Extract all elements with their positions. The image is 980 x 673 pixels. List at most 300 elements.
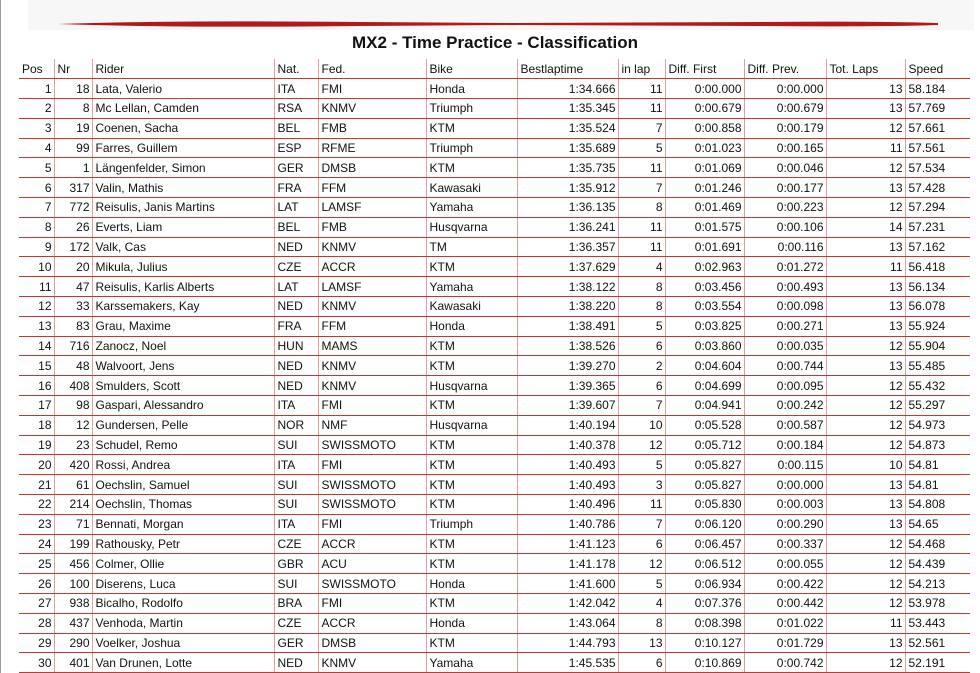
pos-cell: 7 <box>19 198 54 218</box>
rider-cell: Walvoort, Jens <box>92 356 274 376</box>
classification-table <box>19 59 970 673</box>
tot-laps-cell: 13 <box>826 316 905 336</box>
table-row <box>19 336 970 356</box>
speed-cell: 55.904 <box>905 336 970 356</box>
nr-cell: 48 <box>54 356 92 376</box>
column-header-rider[interactable]: Rider <box>92 59 274 79</box>
fed-cell: FMB <box>318 217 426 237</box>
speed-cell: 56.134 <box>905 277 970 297</box>
bike-cell: KTM <box>426 257 517 277</box>
tot-laps-cell: 13 <box>826 514 905 534</box>
diff-first-cell: 0:04.941 <box>665 396 744 416</box>
bike-cell: Husqvarna <box>426 217 517 237</box>
bestlaptime-cell: 1:34.666 <box>517 79 618 99</box>
bestlaptime-cell: 1:41.600 <box>517 574 618 594</box>
bike-cell: KTM <box>426 534 517 554</box>
table-row <box>19 237 970 257</box>
tot-laps-cell: 12 <box>826 336 905 356</box>
fed-cell: SWISSMOTO <box>318 495 426 515</box>
fed-cell: KNMV <box>318 237 426 257</box>
nr-cell: 26 <box>54 217 92 237</box>
bestlaptime-cell: 1:38.220 <box>517 297 618 317</box>
pos-cell: 19 <box>19 435 54 455</box>
column-header-in-lap[interactable]: in lap <box>618 59 665 79</box>
nat-cell: BEL <box>274 217 318 237</box>
table-row <box>19 653 970 673</box>
table-row <box>19 435 970 455</box>
nat-cell: RSA <box>274 99 318 119</box>
bike-cell: Honda <box>426 316 517 336</box>
bestlaptime-cell: 1:40.493 <box>517 475 618 495</box>
fed-cell: FMI <box>318 594 426 614</box>
rider-cell: Bennati, Morgan <box>92 514 274 534</box>
table-row <box>19 495 970 515</box>
speed-cell: 57.534 <box>905 158 970 178</box>
column-header-diff-prev[interactable]: Diff. Prev. <box>744 59 826 79</box>
nat-cell: CZE <box>274 534 318 554</box>
bike-cell: Husqvarna <box>426 376 517 396</box>
page-left-border <box>0 0 1 673</box>
bestlaptime-cell: 1:35.345 <box>517 99 618 119</box>
nat-cell: SUI <box>274 495 318 515</box>
nat-cell: CZE <box>274 257 318 277</box>
rider-cell: Valk, Cas <box>92 237 274 257</box>
fed-cell: ACCR <box>318 613 426 633</box>
nr-cell: 20 <box>54 257 92 277</box>
in-lap-cell: 2 <box>618 356 665 376</box>
pos-cell: 9 <box>19 237 54 257</box>
in-lap-cell: 3 <box>618 475 665 495</box>
diff-prev-cell: 0:00.035 <box>744 336 826 356</box>
rider-cell: Everts, Liam <box>92 217 274 237</box>
pos-cell: 21 <box>19 475 54 495</box>
pos-cell: 3 <box>19 118 54 138</box>
classification-body <box>19 79 970 673</box>
in-lap-cell: 11 <box>618 99 665 119</box>
bestlaptime-cell: 1:36.241 <box>517 217 618 237</box>
fed-cell: MAMS <box>318 336 426 356</box>
nr-cell: 99 <box>54 138 92 158</box>
pos-cell: 4 <box>19 138 54 158</box>
bike-cell: KTM <box>426 455 517 475</box>
bike-cell: Triumph <box>426 99 517 119</box>
fed-cell: KNMV <box>318 653 426 673</box>
fed-cell: ACU <box>318 554 426 574</box>
diff-prev-cell: 0:00.116 <box>744 237 826 257</box>
fed-cell: FFM <box>318 178 426 198</box>
diff-first-cell: 0:01.069 <box>665 158 744 178</box>
tot-laps-cell: 11 <box>826 138 905 158</box>
rider-cell: Reisulis, Janis Martins <box>92 198 274 218</box>
bike-cell: Honda <box>426 574 517 594</box>
tot-laps-cell: 12 <box>826 554 905 574</box>
diff-prev-cell: 0:00.000 <box>744 79 826 99</box>
nat-cell: NED <box>274 237 318 257</box>
bestlaptime-cell: 1:40.493 <box>517 455 618 475</box>
page-title: MX2 - Time Practice - Classification <box>352 33 638 52</box>
tot-laps-cell: 12 <box>826 118 905 138</box>
speed-cell: 56.418 <box>905 257 970 277</box>
pos-cell: 1 <box>19 79 54 99</box>
fed-cell: ACCR <box>318 534 426 554</box>
speed-cell: 54.973 <box>905 415 970 435</box>
fed-cell: ACCR <box>318 257 426 277</box>
diff-prev-cell: 0:01.022 <box>744 613 826 633</box>
diff-first-cell: 0:03.554 <box>665 297 744 317</box>
bestlaptime-cell: 1:36.357 <box>517 237 618 257</box>
bike-cell: Triumph <box>426 514 517 534</box>
tot-laps-cell: 11 <box>826 613 905 633</box>
bike-cell: KTM <box>426 336 517 356</box>
bike-cell: KTM <box>426 495 517 515</box>
rider-cell: Diserens, Luca <box>92 574 274 594</box>
bestlaptime-cell: 1:39.270 <box>517 356 618 376</box>
bike-cell: KTM <box>426 475 517 495</box>
bike-cell: Husqvarna <box>426 415 517 435</box>
table-row <box>19 257 970 277</box>
bestlaptime-cell: 1:39.607 <box>517 396 618 416</box>
speed-cell: 56.078 <box>905 297 970 317</box>
diff-first-cell: 0:01.691 <box>665 237 744 257</box>
in-lap-cell: 6 <box>618 376 665 396</box>
table-row <box>19 316 970 336</box>
diff-first-cell: 0:10.869 <box>665 653 744 673</box>
fed-cell: SWISSMOTO <box>318 574 426 594</box>
tot-laps-cell: 12 <box>826 534 905 554</box>
nat-cell: NED <box>274 297 318 317</box>
rider-cell: Lata, Valerio <box>92 79 274 99</box>
in-lap-cell: 11 <box>618 217 665 237</box>
bestlaptime-cell: 1:39.365 <box>517 376 618 396</box>
table-row <box>19 455 970 475</box>
rider-cell: Längenfelder, Simon <box>92 158 274 178</box>
fed-cell: LAMSF <box>318 277 426 297</box>
speed-cell: 55.485 <box>905 356 970 376</box>
nr-cell: 408 <box>54 376 92 396</box>
nr-cell: 199 <box>54 534 92 554</box>
bestlaptime-cell: 1:40.378 <box>517 435 618 455</box>
fed-cell: SWISSMOTO <box>318 475 426 495</box>
nr-cell: 172 <box>54 237 92 257</box>
tot-laps-cell: 11 <box>826 257 905 277</box>
speed-cell: 57.231 <box>905 217 970 237</box>
nat-cell: GER <box>274 633 318 653</box>
nr-cell: 401 <box>54 653 92 673</box>
bike-cell: KTM <box>426 594 517 614</box>
diff-first-cell: 0:03.860 <box>665 336 744 356</box>
pos-cell: 29 <box>19 633 54 653</box>
column-header-nr[interactable]: Nr <box>54 59 92 79</box>
bike-cell: KTM <box>426 158 517 178</box>
fed-cell: LAMSF <box>318 198 426 218</box>
rider-cell: Colmer, Ollie <box>92 554 274 574</box>
column-header-nat[interactable]: Nat. <box>274 59 318 79</box>
bestlaptime-cell: 1:40.194 <box>517 415 618 435</box>
fed-cell: FMI <box>318 79 426 99</box>
speed-cell: 54.439 <box>905 554 970 574</box>
nat-cell: GBR <box>274 554 318 574</box>
fed-cell: FMI <box>318 455 426 475</box>
diff-prev-cell: 0:00.493 <box>744 277 826 297</box>
pos-cell: 26 <box>19 574 54 594</box>
diff-prev-cell: 0:00.242 <box>744 396 826 416</box>
fed-cell: KNMV <box>318 376 426 396</box>
speed-cell: 55.924 <box>905 316 970 336</box>
bestlaptime-cell: 1:40.786 <box>517 514 618 534</box>
tot-laps-cell: 12 <box>826 158 905 178</box>
rider-cell: Mikula, Julius <box>92 257 274 277</box>
in-lap-cell: 5 <box>618 455 665 475</box>
table-row <box>19 178 970 198</box>
speed-cell: 58.184 <box>905 79 970 99</box>
diff-first-cell: 0:05.712 <box>665 435 744 455</box>
pos-cell: 22 <box>19 495 54 515</box>
nat-cell: ITA <box>274 455 318 475</box>
diff-first-cell: 0:04.604 <box>665 356 744 376</box>
pos-cell: 17 <box>19 396 54 416</box>
speed-cell: 53.443 <box>905 613 970 633</box>
speed-cell: 52.191 <box>905 653 970 673</box>
nat-cell: BEL <box>274 118 318 138</box>
bestlaptime-cell: 1:37.629 <box>517 257 618 277</box>
nr-cell: 716 <box>54 336 92 356</box>
table-row <box>19 297 970 317</box>
pos-cell: 27 <box>19 594 54 614</box>
pos-cell: 24 <box>19 534 54 554</box>
in-lap-cell: 7 <box>618 396 665 416</box>
column-header-tot-laps[interactable]: Tot. Laps <box>826 59 905 79</box>
tot-laps-cell: 14 <box>826 217 905 237</box>
diff-prev-cell: 0:01.729 <box>744 633 826 653</box>
speed-cell: 57.561 <box>905 138 970 158</box>
nat-cell: LAT <box>274 198 318 218</box>
speed-cell: 57.769 <box>905 99 970 119</box>
in-lap-cell: 11 <box>618 158 665 178</box>
pos-cell: 8 <box>19 217 54 237</box>
diff-prev-cell: 0:00.290 <box>744 514 826 534</box>
in-lap-cell: 13 <box>618 633 665 653</box>
in-lap-cell: 7 <box>618 514 665 534</box>
diff-first-cell: 0:01.469 <box>665 198 744 218</box>
column-header-diff-first[interactable]: Diff. First <box>665 59 744 79</box>
rider-cell: Van Drunen, Lotte <box>92 653 274 673</box>
bike-cell: KTM <box>426 118 517 138</box>
pos-cell: 23 <box>19 514 54 534</box>
rider-cell: Bicalho, Rodolfo <box>92 594 274 614</box>
tot-laps-cell: 13 <box>826 277 905 297</box>
bike-cell: Honda <box>426 79 517 99</box>
table-row <box>19 554 970 574</box>
column-header-fed[interactable]: Fed. <box>318 59 426 79</box>
diff-first-cell: 0:01.575 <box>665 217 744 237</box>
diff-prev-cell: 0:00.223 <box>744 198 826 218</box>
nat-cell: SUI <box>274 574 318 594</box>
speed-cell: 57.428 <box>905 178 970 198</box>
nr-cell: 772 <box>54 198 92 218</box>
nr-cell: 98 <box>54 396 92 416</box>
table-row <box>19 613 970 633</box>
diff-prev-cell: 0:00.184 <box>744 435 826 455</box>
nr-cell: 47 <box>54 277 92 297</box>
tot-laps-cell: 12 <box>826 198 905 218</box>
tot-laps-cell: 13 <box>826 297 905 317</box>
speed-cell: 57.661 <box>905 118 970 138</box>
in-lap-cell: 11 <box>618 237 665 257</box>
pos-cell: 2 <box>19 99 54 119</box>
diff-prev-cell: 0:00.271 <box>744 316 826 336</box>
speed-cell: 54.808 <box>905 495 970 515</box>
pos-cell: 10 <box>19 257 54 277</box>
nat-cell: BRA <box>274 594 318 614</box>
nat-cell: ITA <box>274 396 318 416</box>
nr-cell: 18 <box>54 79 92 99</box>
fed-cell: FFM <box>318 316 426 336</box>
column-header-bike[interactable]: Bike <box>426 59 517 79</box>
tot-laps-cell: 12 <box>826 435 905 455</box>
in-lap-cell: 8 <box>618 277 665 297</box>
diff-prev-cell: 0:00.098 <box>744 297 826 317</box>
column-header-bestlaptime[interactable]: Bestlaptime <box>517 59 618 79</box>
diff-prev-cell: 0:00.095 <box>744 376 826 396</box>
nat-cell: LAT <box>274 277 318 297</box>
pos-cell: 13 <box>19 316 54 336</box>
pos-cell: 28 <box>19 613 54 633</box>
nr-cell: 100 <box>54 574 92 594</box>
diff-prev-cell: 0:00.442 <box>744 594 826 614</box>
nr-cell: 317 <box>54 178 92 198</box>
column-header-speed[interactable]: Speed <box>905 59 970 79</box>
fed-cell: FMB <box>318 118 426 138</box>
nr-cell: 938 <box>54 594 92 614</box>
rider-cell: Karssemakers, Kay <box>92 297 274 317</box>
diff-first-cell: 0:06.120 <box>665 514 744 534</box>
fed-cell: FMI <box>318 514 426 534</box>
bike-cell: KTM <box>426 396 517 416</box>
diff-prev-cell: 0:00.422 <box>744 574 826 594</box>
pos-cell: 16 <box>19 376 54 396</box>
table-row <box>19 99 970 119</box>
in-lap-cell: 7 <box>618 118 665 138</box>
rider-cell: Smulders, Scott <box>92 376 274 396</box>
bestlaptime-cell: 1:44.793 <box>517 633 618 653</box>
diff-prev-cell: 0:01.272 <box>744 257 826 277</box>
bestlaptime-cell: 1:36.135 <box>517 198 618 218</box>
pos-cell: 18 <box>19 415 54 435</box>
fed-cell: RFME <box>318 138 426 158</box>
tot-laps-cell: 12 <box>826 594 905 614</box>
nat-cell: ESP <box>274 138 318 158</box>
diff-first-cell: 0:06.457 <box>665 534 744 554</box>
diff-first-cell: 0:01.023 <box>665 138 744 158</box>
in-lap-cell: 11 <box>618 495 665 515</box>
tot-laps-cell: 10 <box>826 455 905 475</box>
speed-cell: 57.162 <box>905 237 970 257</box>
diff-prev-cell: 0:00.337 <box>744 534 826 554</box>
in-lap-cell: 4 <box>618 257 665 277</box>
in-lap-cell: 10 <box>618 415 665 435</box>
pos-cell: 15 <box>19 356 54 376</box>
table-row <box>19 514 970 534</box>
bestlaptime-cell: 1:38.526 <box>517 336 618 356</box>
table-row <box>19 376 970 396</box>
rider-cell: Oechslin, Thomas <box>92 495 274 515</box>
in-lap-cell: 4 <box>618 594 665 614</box>
speed-cell: 55.432 <box>905 376 970 396</box>
diff-prev-cell: 0:00.003 <box>744 495 826 515</box>
nr-cell: 290 <box>54 633 92 653</box>
column-header-pos[interactable]: Pos <box>19 59 54 79</box>
bike-cell: Yamaha <box>426 653 517 673</box>
bestlaptime-cell: 1:35.524 <box>517 118 618 138</box>
diff-first-cell: 0:10.127 <box>665 633 744 653</box>
pos-cell: 14 <box>19 336 54 356</box>
diff-prev-cell: 0:00.046 <box>744 158 826 178</box>
rider-cell: Reisulis, Karlis Alberts <box>92 277 274 297</box>
diff-prev-cell: 0:00.115 <box>744 455 826 475</box>
rider-cell: Voelker, Joshua <box>92 633 274 653</box>
speed-cell: 54.873 <box>905 435 970 455</box>
nr-cell: 33 <box>54 297 92 317</box>
bestlaptime-cell: 1:41.178 <box>517 554 618 574</box>
nr-cell: 8 <box>54 99 92 119</box>
table-row <box>19 79 970 99</box>
tot-laps-cell: 12 <box>826 376 905 396</box>
table-row <box>19 396 970 416</box>
diff-prev-cell: 0:00.000 <box>744 475 826 495</box>
fed-cell: DMSB <box>318 633 426 653</box>
rider-cell: Oechslin, Samuel <box>92 475 274 495</box>
tot-laps-cell: 13 <box>826 99 905 119</box>
rider-cell: Rossi, Andrea <box>92 455 274 475</box>
fed-cell: SWISSMOTO <box>318 435 426 455</box>
fed-cell: FMI <box>318 396 426 416</box>
nat-cell: NED <box>274 653 318 673</box>
speed-cell: 54.81 <box>905 475 970 495</box>
speed-cell: 52.561 <box>905 633 970 653</box>
bestlaptime-cell: 1:35.912 <box>517 178 618 198</box>
pos-cell: 30 <box>19 653 54 673</box>
rider-cell: Farres, Guillem <box>92 138 274 158</box>
nat-cell: NOR <box>274 415 318 435</box>
tot-laps-cell: 12 <box>826 574 905 594</box>
fed-cell: KNMV <box>318 297 426 317</box>
brand-swoosh-graphic <box>58 20 938 28</box>
diff-first-cell: 0:03.456 <box>665 277 744 297</box>
nat-cell: CZE <box>274 613 318 633</box>
diff-first-cell: 0:05.528 <box>665 415 744 435</box>
diff-first-cell: 0:02.963 <box>665 257 744 277</box>
rider-cell: Zanocz, Noel <box>92 336 274 356</box>
table-row <box>19 217 970 237</box>
nr-cell: 19 <box>54 118 92 138</box>
nr-cell: 83 <box>54 316 92 336</box>
diff-first-cell: 0:05.827 <box>665 475 744 495</box>
nat-cell: NED <box>274 376 318 396</box>
nr-cell: 420 <box>54 455 92 475</box>
speed-cell: 53.978 <box>905 594 970 614</box>
tot-laps-cell: 13 <box>826 356 905 376</box>
bestlaptime-cell: 1:43.064 <box>517 613 618 633</box>
in-lap-cell: 7 <box>618 178 665 198</box>
nat-cell: GER <box>274 158 318 178</box>
table-row <box>19 277 970 297</box>
in-lap-cell: 12 <box>618 435 665 455</box>
bestlaptime-cell: 1:35.735 <box>517 158 618 178</box>
rider-cell: Venhoda, Martin <box>92 613 274 633</box>
diff-prev-cell: 0:00.742 <box>744 653 826 673</box>
nr-cell: 71 <box>54 514 92 534</box>
bike-cell: Kawasaki <box>426 297 517 317</box>
